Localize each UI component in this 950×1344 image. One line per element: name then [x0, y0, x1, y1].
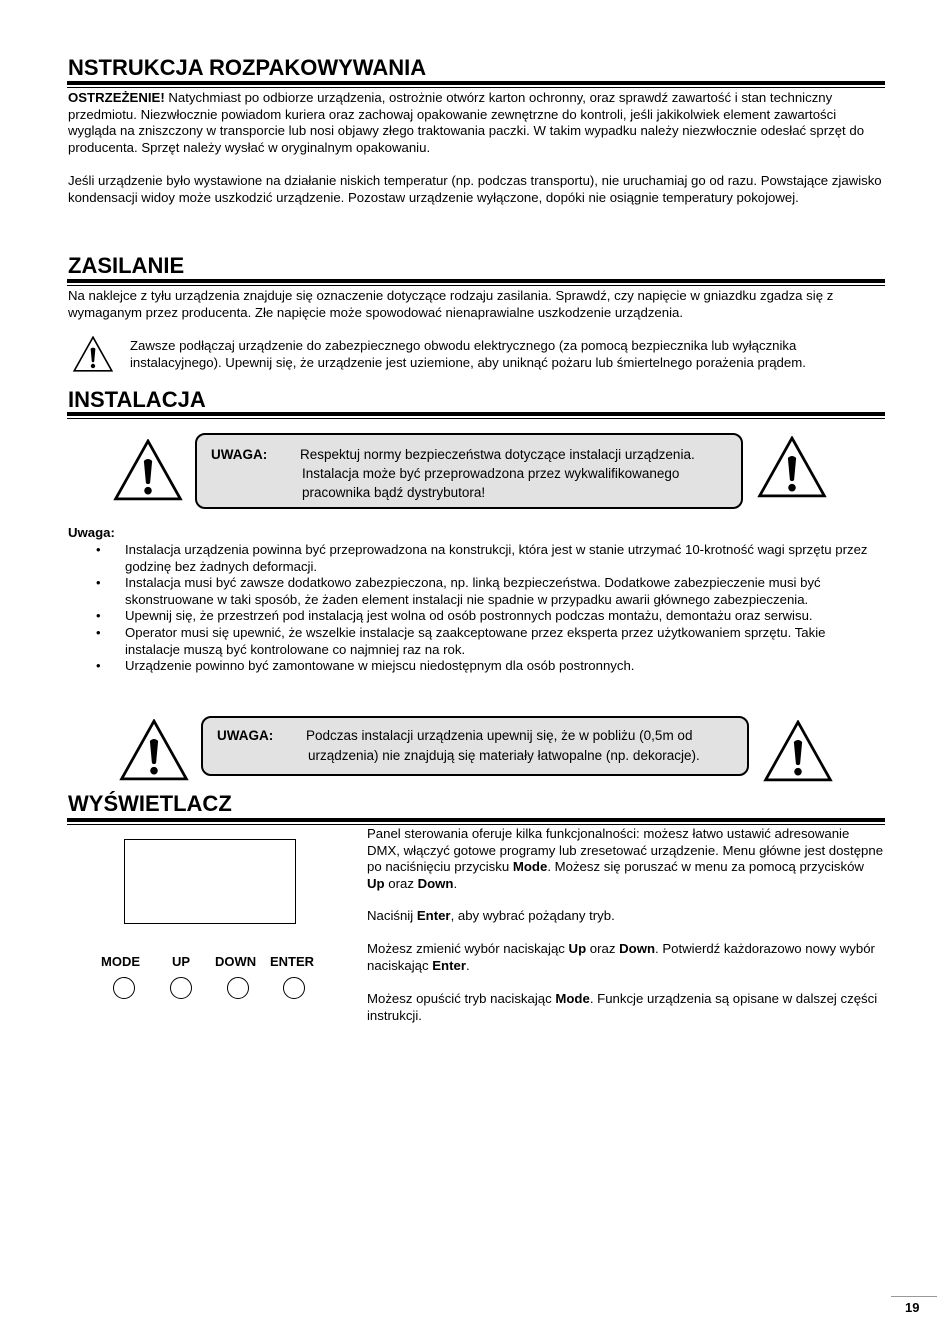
bullet-dot: •: [96, 542, 101, 557]
bullet-dot: •: [96, 575, 101, 591]
text-run: .: [453, 875, 458, 891]
list-item: [68, 542, 884, 575]
panel-label-down: DOWN: [215, 954, 257, 969]
control-panel-display-screen: [124, 839, 296, 924]
text-run: , aby wybrać pożądany tryb.: [450, 908, 615, 923]
installation-bullet-list: [68, 542, 884, 675]
section-rule: [67, 81, 885, 88]
unpacking-warning-paragraph: [68, 90, 884, 156]
mode-button-icon: [113, 977, 135, 999]
display-paragraph-3: [367, 941, 885, 974]
note-label: UWAGA:: [217, 728, 274, 743]
warning-triangle-icon: [756, 436, 828, 498]
section-rule: [67, 412, 885, 419]
section-rule: [67, 279, 885, 286]
list-item-text: Urządzenie powinno być zamontowane w miejscu niedostępnym dla osób postronnych.: [125, 658, 635, 674]
panel-label-enter: ENTER: [270, 954, 315, 969]
display-paragraph-2: [367, 908, 885, 925]
note-line: Instalacja może być przeprowadzona przez wykwalifikowanego: [302, 466, 680, 481]
text-run: . Funkcje urządzenia są opisane w dalszej części instrukcji.: [367, 991, 878, 1023]
flammable-note-box: [201, 716, 749, 776]
panel-label-up: UP: [172, 954, 191, 969]
warning-triangle-icon: [118, 719, 190, 781]
section-rule: [67, 818, 885, 825]
list-item: [68, 658, 884, 675]
section-title-display: WYŚWIETLACZ: [68, 791, 232, 816]
bold-run: Down: [619, 941, 656, 956]
section-title-installation: INSTALACJA: [68, 387, 206, 412]
bold-run: Mode: [555, 991, 590, 1006]
note-label: UWAGA:: [211, 447, 268, 462]
bold-run: Down: [417, 875, 454, 891]
text-run: oraz: [384, 875, 418, 891]
note-line: urządzenia) nie znajdują się materiały łatwopalne (np. dekoracje).: [308, 748, 700, 763]
text-run: Możesz opuścić tryb naciskając: [367, 991, 556, 1006]
note-line: Podczas instalacji urządzenia upewnij się, że w pobliżu (0,5m od: [306, 728, 693, 743]
section-title-power: ZASILANIE: [68, 253, 185, 278]
note-line: pracownika bądź dystrybutora!: [302, 485, 486, 500]
bold-run: Up: [568, 941, 587, 956]
list-item-text: Instalacja musi być zawsze dodatkowo zabezpieczona, np. linką bezpieczeństwa. Dodatkowe zabezpieczenie musi być skonstruowane w taki sposób, że żaden element instalacji nie spadnie w przypadku awarii głównego zabezpieczenia.: [125, 575, 821, 607]
panel-label-mode: MODE: [101, 954, 140, 969]
list-item: [68, 625, 884, 658]
list-heading: Uwaga:: [68, 525, 115, 540]
list-item: [68, 575, 884, 608]
footer-rule: [891, 1296, 937, 1297]
text-run: Panel sterowania oferuje kilka funkcjonalności: możesz łatwo ustawić adresowanie DMX, włączyć gotowe programy lub zresetować urządzenie. Menu główne jest dostępne po naciśnięciu przycisku: [367, 826, 884, 874]
text-run: Możesz zmienić wybór naciskając: [367, 941, 569, 956]
power-paragraph: Na naklejce z tyłu urządzenia znajduje się oznaczenie dotyczące rodzaju zasilania. Sprawdź, czy napięcie w gniazdku zgadza się z wymaganym przez producenta. Złe napięcie może spowodować nienaprawialne uszkodzenie urządzenia.: [68, 288, 834, 320]
text-run: oraz: [586, 941, 620, 956]
text-run: . Potwierdź każdorazowo nowy wybór naciskając: [367, 941, 875, 973]
installation-note-box: [195, 433, 743, 509]
warning-label: OSTRZEŻENIE!: [68, 90, 165, 105]
bold-run: Enter: [416, 908, 451, 923]
list-item-text: Operator musi się upewnić, że wszelkie instalacje są zaakceptowane przez eksperta przez użytkowaniem sprzętu. Takie instalacje muszą być kontrolowane co najmniej raz na rok.: [125, 624, 826, 657]
list-item-text: Upewnij się, że przestrzeń pod instalacją jest wolna od osób postronnych podczas montażu, demontażu oraz serwisu.: [125, 608, 813, 624]
list-item: [68, 608, 884, 625]
list-item-text: Instalacja urządzenia powinna być przeprowadzona na konstrukcji, która jest w stanie utrzymać 10-krotność wagi sprzętu przez godzinę bez żadnych deformacji.: [125, 542, 868, 574]
bullet-dot: •: [96, 624, 101, 640]
enter-button-icon: [283, 977, 305, 999]
power-warning-text: Zawsze podłączaj urządzenie do zabezpiecznego obwodu elektrycznego (za pomocą bezpiecznika lub wyłącznika instalacyjnego). Upewnij się, że urządzenie jest uziemione, aby uniknąć pożaru lub śmiertelnego porażenia prądem.: [130, 338, 806, 370]
down-button-icon: [227, 977, 249, 999]
warning-triangle-icon: [72, 336, 114, 372]
page-number: 19: [905, 1300, 920, 1315]
note-line: Respektuj normy bezpieczeństwa dotyczące instalacji urządzenia.: [300, 447, 695, 462]
bullet-dot: •: [96, 658, 101, 674]
bold-run: Enter: [432, 957, 466, 973]
bold-run: Mode: [512, 859, 548, 874]
display-paragraph-4: [367, 991, 885, 1024]
bold-run: Up: [367, 875, 385, 891]
text-run: . Możesz się poruszać w menu za pomocą przycisków: [547, 859, 864, 874]
section-title-unpacking: NSTRUKCJA ROZPAKOWYWANIA: [68, 55, 427, 80]
text-run: .: [465, 957, 470, 973]
display-paragraph-1: [367, 826, 885, 892]
warning-triangle-icon: [112, 439, 184, 501]
text-run: Naciśnij: [367, 908, 417, 923]
warning-triangle-icon: [762, 720, 834, 782]
up-button-icon: [170, 977, 192, 999]
bullet-dot: •: [96, 608, 101, 624]
warning-text: Natychmiast po odbiorze urządzenia, ostrożnie otwórz karton ochronny, oraz sprawdź zawartość i stan techniczny przedmiotu. Niezwłocznie powiadom kuriera oraz zachowaj opakowanie zewnętrzne do kontroli, jeśli jakikolwiek element zawartości wygląda na zniszczony w transporcie lub nosi objawy złego traktowania paczki. W takim wypadku należy niezwłocznie odesłać sprzęt do producenta. Sprzęt należy wysłać w oryginalnym opakowaniu.: [68, 90, 865, 155]
cold-temperature-paragraph: Jeśli urządzenie było wystawione na działanie niskich temperatur (np. podczas transportu), nie uruchamiaj go od razu. Powstające zjawisko kondensacji widoy może uszkodzić urządzenie. Pozostaw urządzenie wyłączone, dopóki nie osiągnie temperatury pokojowej.: [68, 173, 882, 205]
